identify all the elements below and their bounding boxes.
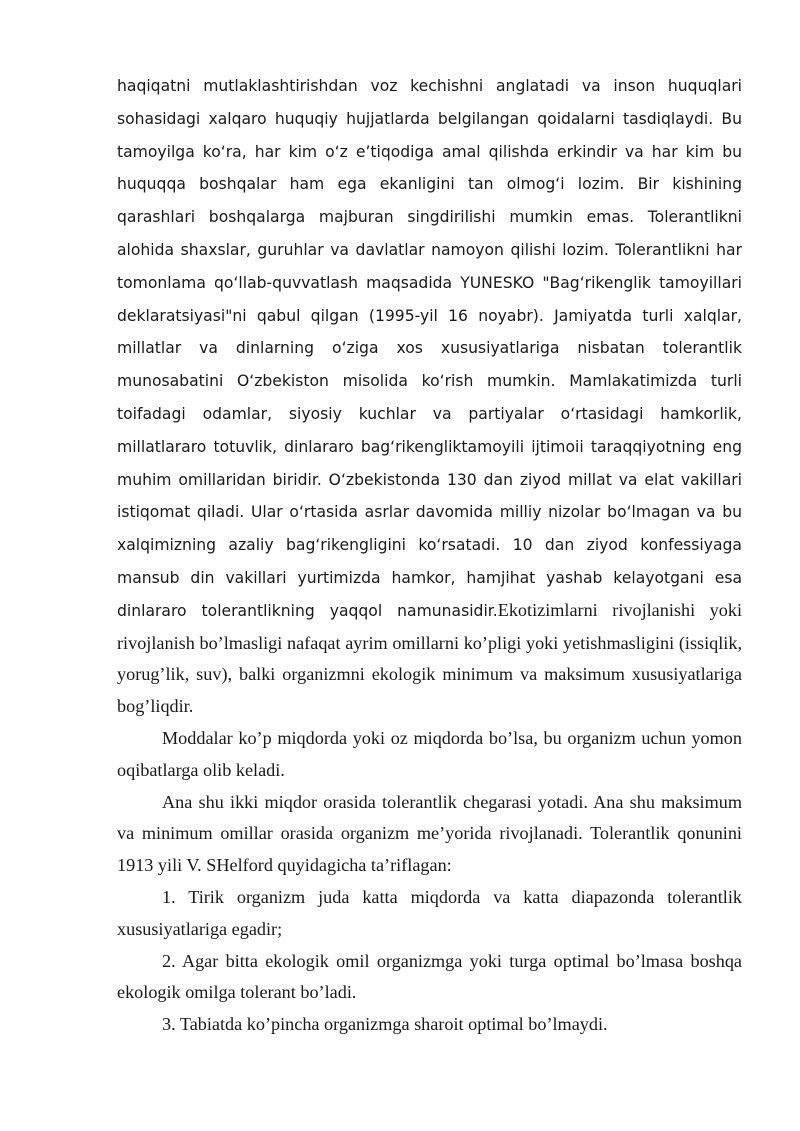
- paragraph-substances: Moddalar ko’p miqdorda yoki oz miqdorda bo’lsa, bu organizm uchun yomon oqibatlarga olib keladi.: [117, 727, 742, 780]
- paragraph-tolerance-intro: [117, 70, 742, 723]
- list-item-3: 3. Tabiatda ko’pincha organizmga sharoit optimal bo’lmaydi.: [162, 1014, 608, 1035]
- list-item-2: 2. Agar bitta ekologik omil organizmga yoki turga optimal bo’lmasa boshqa ekologik omilga tolerant bo’ladi.: [117, 950, 742, 1003]
- paragraph-tolerance-limit: Ana shu ikki miqdor orasida tolerantlik chegarasi yotadi. Ana shu maksimum va minimum omillar orasida organizm me’yorida rivojlanadi. Tolerantlik qonunini 1913 yili V. SHelford quyidagicha ta’riflagan:: [117, 791, 742, 876]
- document-page: [117, 70, 742, 1041]
- list-item-1: 1. Tirik organizm juda katta miqdorda va katta diapazonda tolerantlik xususiyatlariga egadir;: [117, 886, 742, 939]
- paragraph-text: haqiqatni mutlaklashtirishdan voz kechishni anglatadi va inson huquqlari sohasidagi xalqaro huquqiy hujjatlarda belgilangan qoidalarni tasdiqlaydi. Bu tamoyilga ko‘ra, har kim o‘z e’tiqodiga amal qilishda erkindir va har kim bu huquqqa boshqalar ham ega ekanligini tan olmog‘i lozim. Bir kishining qarashlari boshqalarga majburan singdirilishi mumkin emas. Tolerantlikni alohida shaxslar, guruhlar va davlatlar namoyon qilishi lozim. Tolerantlikni har tomonlama qo‘llab-quvvatlash maqsadida YUNESKO "Bag‘rikenglik tamoyillari deklaratsiyasi"ni qabul qilgan (1995-yil 16 noyabr). Jamiyatda turli xalqlar, millatlar va dinlarning o‘ziga xos xususiyatlariga nisbatan tolerantlik munosabatini O‘zbekiston misolida ko‘rish mumkin. Mamlakatimizda turli toifadagi odamlar, siyosiy kuchlar va partiyalar o‘rtasidagi hamkorlik, millatlararo totuvlik, dinlararo bag‘rikengliktamoyili ijtimoii taraqqiyotning eng muhim omillaridan biridir. O‘zbekistonda 130 dan ziyod millat va elat vakillari istiqomat qiladi. Ular o‘rtasida asrlar davomida milliy nizolar bo‘lmagan va bu xalqimizning azaliy bag‘rikengligini ko‘rsatadi. 10 dan ziyod konfessiyaga mansub din vakillari yurtimizda hamkor, hamjihat yashab kelayotgani esa dinlararo tolerantlikning yaqqol namunasidir.: [117, 77, 742, 620]
- paragraph-text-ecosystems: Ekotizimlarni rivojlanishi yoki rivojlanish bo’lmasligi nafaqat ayrim omillarni ko’pligi yoki yetishmasligini (issiqlik, yorug’lik, suv), balki organizmni ekologik minimum va maksimum xususiyatlariga bog’liqdir.: [117, 599, 742, 717]
